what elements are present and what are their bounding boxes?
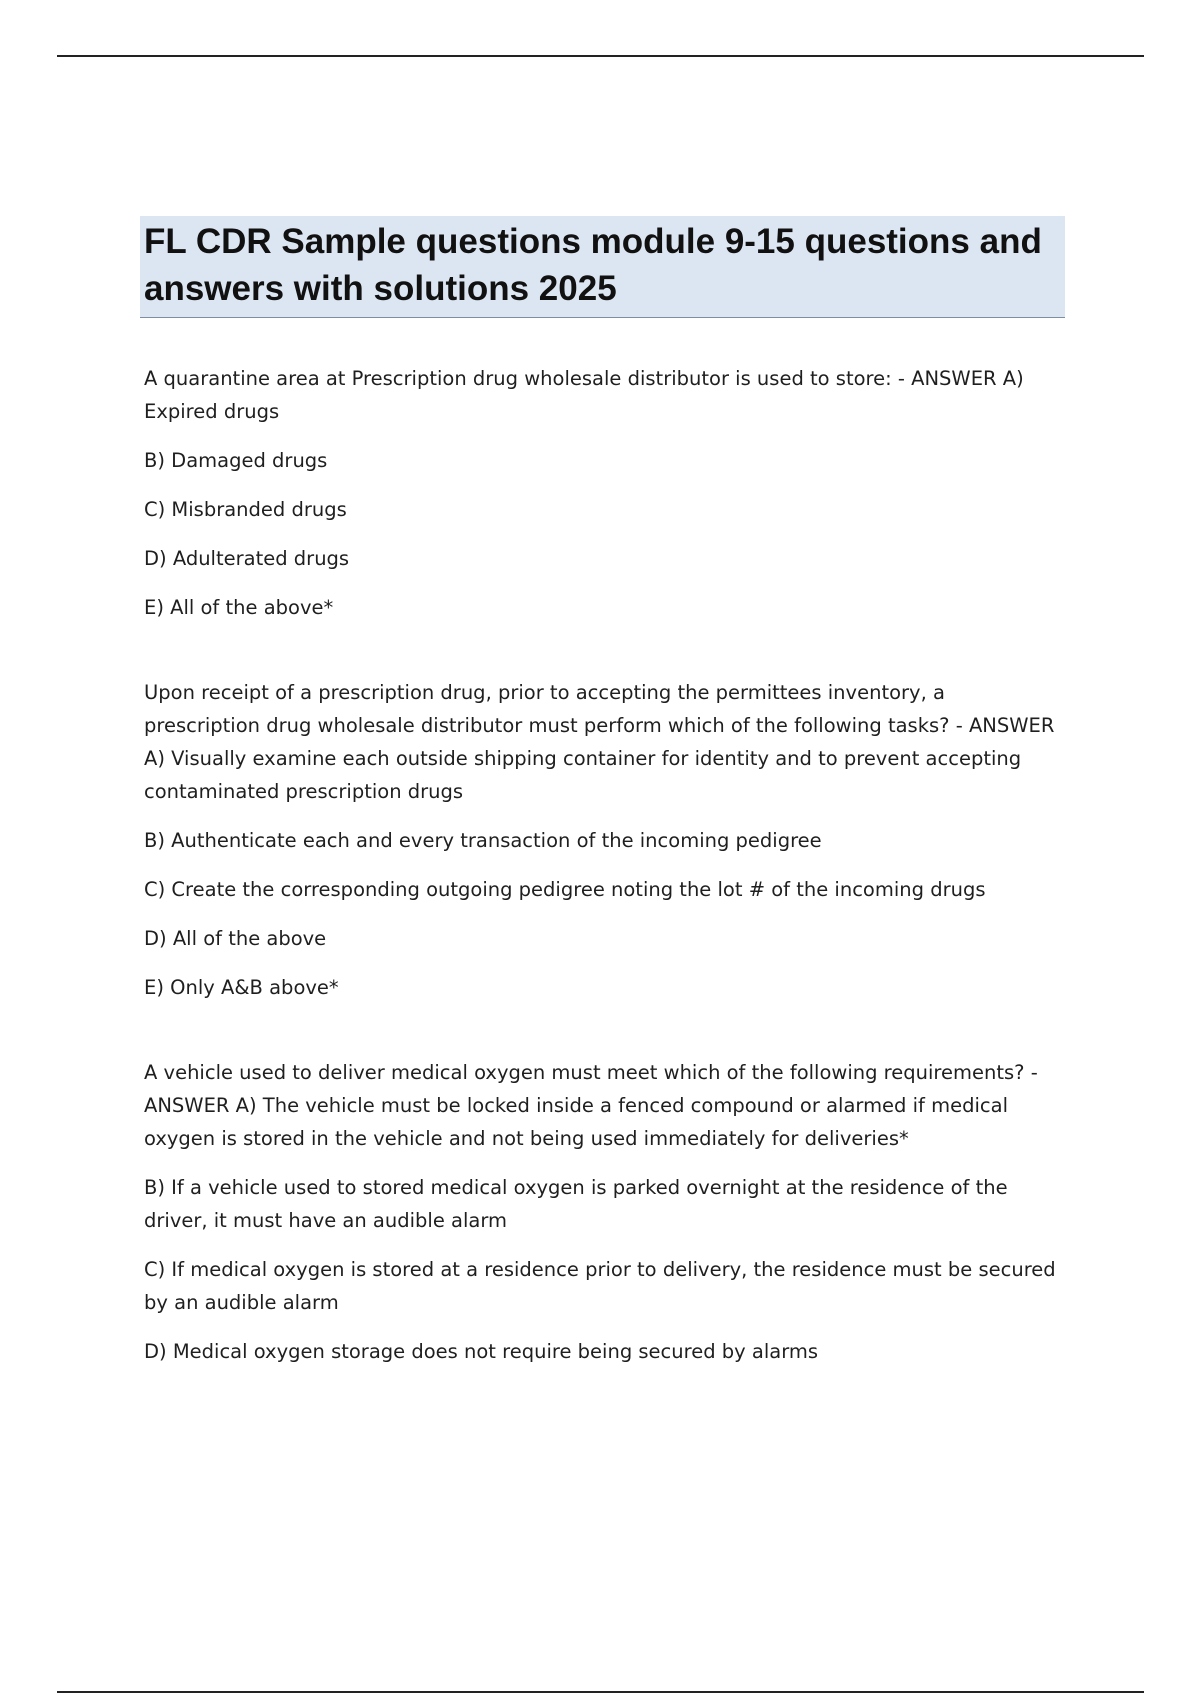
- answer-option: B) Authenticate each and every transaction of the incoming pedigree: [144, 829, 822, 852]
- footer-rule: [57, 1691, 1144, 1693]
- question-stem: Upon receipt of a prescription drug, prior to accepting the permittees inventory, a prescription drug wholesale distributor must perform which of the following tasks? - ANSWER A) Visually examine each outside shipping container for identity and to prevent accepting contaminated prescription drugs: [144, 681, 1055, 803]
- answer-option: C) Misbranded drugs: [144, 498, 347, 521]
- question-1: [140, 362, 1065, 624]
- document-title: FL CDR Sample questions module 9-15 questions and answers with solutions 2025: [144, 222, 1042, 308]
- answer-option: B) Damaged drugs: [144, 449, 328, 472]
- question-stem: A quarantine area at Prescription drug wholesale distributor is used to store: - ANSWER A) Expired drugs: [144, 367, 1024, 423]
- question-stem: A vehicle used to deliver medical oxygen must meet which of the following requirements? - ANSWER A) The vehicle must be locked inside a fenced compound or alarmed if medical oxygen is stored in the vehicle and not being used immediately for deliveries*: [144, 1061, 1038, 1150]
- answer-option: C) If medical oxygen is stored at a residence prior to delivery, the residence must be secured by an audible alarm: [144, 1258, 1056, 1314]
- question-3: [140, 1056, 1065, 1368]
- answer-option: E) All of the above*: [144, 596, 334, 619]
- document-body: [140, 216, 1065, 1420]
- title-banner: [140, 216, 1065, 318]
- answer-option: E) Only A&B above*: [144, 976, 339, 999]
- answer-option: C) Create the corresponding outgoing pedigree noting the lot # of the incoming drugs: [144, 878, 986, 901]
- answer-option: D) Medical oxygen storage does not require being secured by alarms: [144, 1340, 819, 1363]
- answer-option: D) Adulterated drugs: [144, 547, 350, 570]
- answer-option: B) If a vehicle used to stored medical oxygen is parked overnight at the residence of the driver, it must have an audible alarm: [144, 1176, 1008, 1232]
- answer-option: D) All of the above: [144, 927, 327, 950]
- header-rule: [57, 55, 1144, 57]
- question-2: [140, 676, 1065, 1004]
